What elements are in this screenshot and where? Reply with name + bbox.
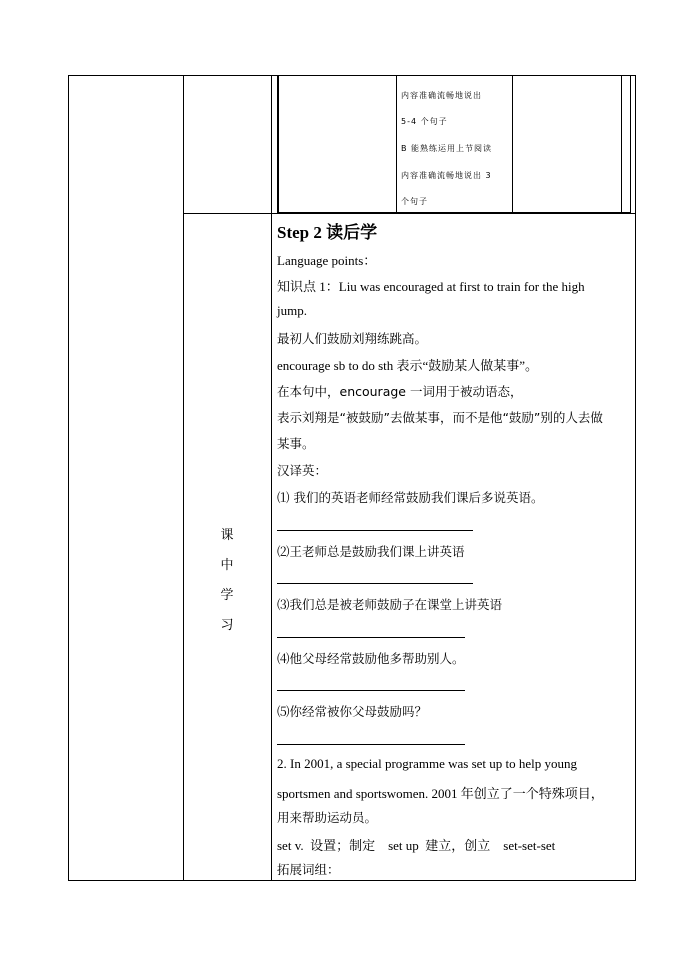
column-divider bbox=[271, 76, 272, 880]
knowledge-point-2-translation: 用来帮助运动员。 bbox=[277, 810, 378, 825]
exercise-question: ⑵王老师总是鼓励我们课上讲英语 bbox=[277, 544, 465, 559]
top-cell-line: 5-4 个句子 bbox=[401, 117, 448, 126]
side-label-char: 学 bbox=[220, 588, 234, 603]
meaning-note: 表示刘翔是“被鼓励”去做某事，而不是他“鼓励”别的人去做 bbox=[277, 410, 603, 425]
top-cell-line: 内容准确流畅地说出 3 bbox=[401, 171, 492, 180]
exercise-question: ⑶我们总是被老师鼓励子在课堂上讲英语 bbox=[277, 597, 503, 612]
nested-divider bbox=[278, 76, 279, 212]
passive-note: 在本句中，encourage 一词用于被动语态， bbox=[277, 384, 523, 399]
nested-divider bbox=[396, 76, 397, 212]
side-label bbox=[183, 521, 271, 641]
row-divider bbox=[183, 213, 636, 214]
knowledge-point-1-cont: jump. bbox=[277, 303, 307, 318]
top-cell-line: 内容准确流畅地说出 bbox=[401, 91, 482, 100]
expand-phrases-label: 拓展词组： bbox=[277, 862, 340, 877]
knowledge-point-1-translation: 最初人们鼓励刘翔练跳高。 bbox=[277, 331, 428, 346]
side-label-char: 中 bbox=[220, 558, 234, 573]
column-divider bbox=[183, 76, 184, 880]
language-points-label: Language points： bbox=[277, 253, 377, 268]
exercise-question: ⑴ 我们的英语老师经常鼓励我们课后多说英语。 bbox=[277, 490, 544, 505]
set-phrase-line: set v. 设置；制定 set up 建立，创立 set-set-set bbox=[277, 838, 556, 853]
answer-blank[interactable] bbox=[277, 583, 473, 584]
translate-label: 汉译英： bbox=[277, 463, 328, 478]
encourage-rule: encourage sb to do sth 表示“鼓励某人做某事”。 bbox=[277, 358, 539, 373]
knowledge-point-2-cont: sportsmen and sportswomen. 2001 年创立了一个特殊项目， bbox=[277, 786, 604, 801]
exercise-question: ⑸你经常被你父母鼓励吗？ bbox=[277, 704, 428, 719]
lesson-table bbox=[68, 75, 636, 881]
knowledge-point-2: 2. In 2001, a special programme was set up to help young bbox=[277, 756, 578, 771]
top-cell-line: B 能熟练运用上节阅读 bbox=[401, 144, 493, 153]
answer-blank[interactable] bbox=[277, 690, 465, 691]
side-label-char: 课 bbox=[220, 528, 234, 543]
answer-blank[interactable] bbox=[277, 744, 465, 745]
knowledge-point-1: 知识点 1：Liu was encouraged at first to train for the high bbox=[277, 279, 585, 294]
top-cell-line: 个句子 bbox=[401, 197, 428, 206]
answer-blank[interactable] bbox=[277, 530, 473, 531]
step-heading: Step 2 读后学 bbox=[277, 223, 378, 242]
meaning-note-cont: 某事。 bbox=[277, 436, 315, 451]
nested-divider bbox=[621, 76, 622, 212]
exercise-question: ⑷他父母经常鼓励他多帮助别人。 bbox=[277, 651, 465, 666]
side-label-char: 习 bbox=[220, 618, 234, 633]
answer-blank[interactable] bbox=[277, 637, 465, 638]
